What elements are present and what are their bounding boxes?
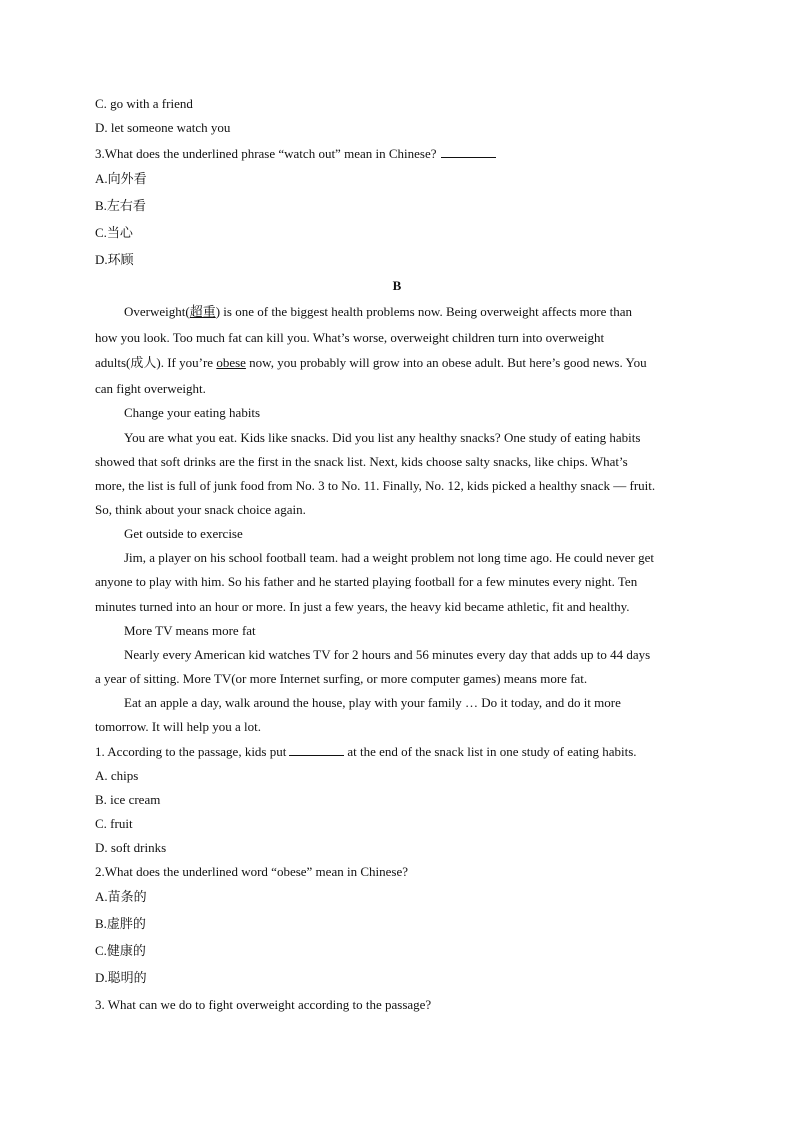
underlined-word: 超重 bbox=[189, 304, 216, 319]
paragraph-line: Jim, a player on his school football team. had a weight problem not long time ago. He could never get bbox=[124, 550, 654, 565]
option-b: B. ice cream bbox=[95, 792, 161, 807]
option-c: C.当心 bbox=[95, 225, 133, 240]
paragraph-line: Eat an apple a day, walk around the house, play with your family … Do it today, and do it more bbox=[124, 695, 621, 710]
paragraph-line: Overweight(超重) is one of the biggest health problems now. Being overweight affects more than bbox=[124, 304, 632, 319]
option-a: A.向外看 bbox=[95, 171, 147, 186]
paragraph-line: Nearly every American kid watches TV for 2 hours and 56 minutes every day that adds up to 44 days bbox=[124, 647, 651, 662]
answer-blank bbox=[289, 743, 344, 756]
paragraph-line: So, think about your snack choice again. bbox=[95, 502, 306, 517]
underlined-word: obese bbox=[216, 355, 246, 370]
option-d: D.环顾 bbox=[95, 252, 134, 267]
question-3-stem bbox=[95, 145, 496, 162]
option-c: C.健康的 bbox=[95, 943, 146, 958]
paragraph-line: adults(成人). If you’re obese now, you probably will grow into an obese adult. But here’s good news. You bbox=[95, 355, 647, 370]
paragraph-line: tomorrow. It will help you a lot. bbox=[95, 719, 261, 734]
question-2-stem: 2.What does the underlined word “obese” mean in Chinese? bbox=[95, 864, 408, 879]
option-a: A. chips bbox=[95, 768, 139, 783]
paragraph-line: You are what you eat. Kids like snacks. Did you list any healthy snacks? One study of eating habits bbox=[124, 430, 641, 445]
paragraph-line: anyone to play with him. So his father and he started playing football for a few minutes every night. Ten bbox=[95, 574, 638, 589]
paragraph-line: more, the list is full of junk food from No. 3 to No. 11. Finally, No. 12, kids picked a healthy snack — fruit. bbox=[95, 478, 656, 493]
paragraph-line: can fight overweight. bbox=[95, 381, 206, 396]
paragraph-line: minutes turned into an hour or more. In just a few years, the heavy kid became athletic, fit and healthy. bbox=[95, 599, 630, 614]
question-text: 3.What does the underlined phrase “watch out” mean in Chinese? bbox=[95, 146, 437, 161]
option-c: C. fruit bbox=[95, 816, 133, 831]
paragraph-line: a year of sitting. More TV(or more Internet surfing, or more computer games) means more fat. bbox=[95, 671, 588, 686]
paragraph-line: how you look. Too much fat can kill you. What’s worse, overweight children turn into overweight bbox=[95, 330, 605, 345]
subheading: More TV means more fat bbox=[124, 623, 256, 638]
answer-blank bbox=[441, 145, 496, 158]
option-a: A.苗条的 bbox=[95, 889, 147, 904]
question-3-stem: 3. What can we do to fight overweight according to the passage? bbox=[95, 997, 432, 1012]
section-heading: B bbox=[392, 278, 402, 293]
subheading: Get outside to exercise bbox=[124, 526, 243, 541]
option-b: B.虚胖的 bbox=[95, 916, 146, 931]
option-c: C. go with a friend bbox=[95, 96, 193, 111]
option-d: D.聪明的 bbox=[95, 970, 147, 985]
option-d: D. let someone watch you bbox=[95, 120, 231, 135]
question-1-stem: 1. According to the passage, kids put at the end of the snack list in one study of eating habits. bbox=[95, 744, 637, 759]
option-d: D. soft drinks bbox=[95, 840, 167, 855]
paragraph-line: showed that soft drinks are the first in the snack list. Next, kids choose salty snacks, like chips. What’s bbox=[95, 454, 628, 469]
option-b: B.左右看 bbox=[95, 198, 146, 213]
subheading: Change your eating habits bbox=[124, 405, 261, 420]
